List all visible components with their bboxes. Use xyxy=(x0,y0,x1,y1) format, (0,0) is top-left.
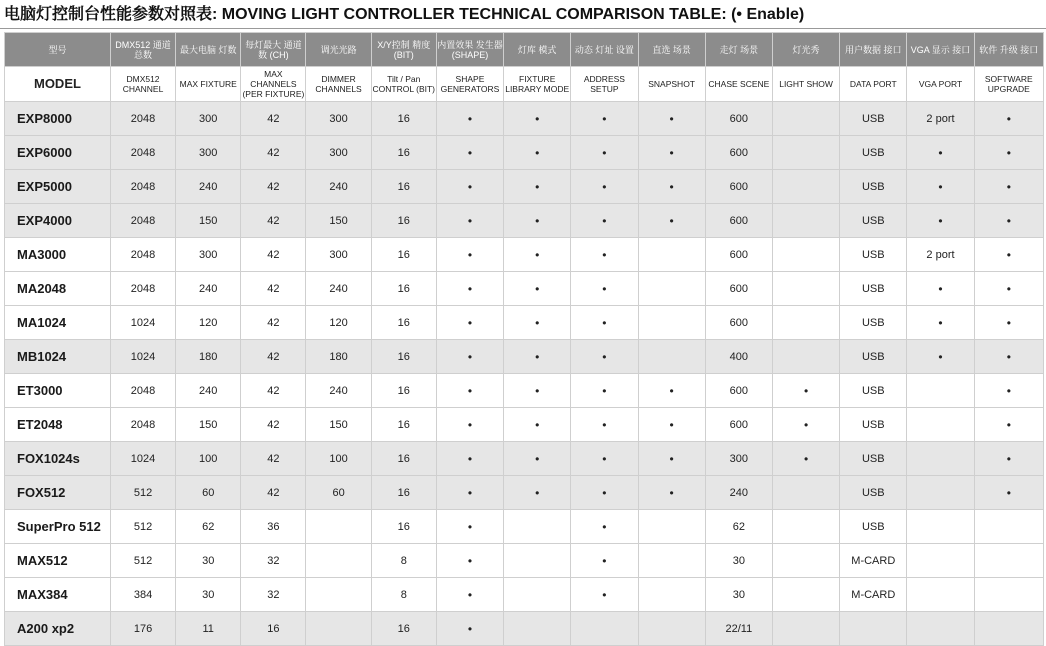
table-cell: 42 xyxy=(241,442,306,476)
table-cell: • xyxy=(436,578,503,612)
table-cell: • xyxy=(571,544,638,578)
table-cell: USB xyxy=(840,170,907,204)
table-cell: 16 xyxy=(371,170,436,204)
table-cell: • xyxy=(571,238,638,272)
table-cell xyxy=(907,476,974,510)
table-cell: 11 xyxy=(176,612,241,646)
table-cell: • xyxy=(571,408,638,442)
table-cell: 240 xyxy=(306,170,371,204)
table-cell: 42 xyxy=(241,136,306,170)
table-cell: • xyxy=(504,204,571,238)
table-cell: • xyxy=(571,204,638,238)
header-en-cell: DIMMER CHANNELS xyxy=(306,67,371,102)
table-cell: 300 xyxy=(176,102,241,136)
table-row xyxy=(5,204,1044,238)
table-cell: • xyxy=(974,306,1043,340)
model-cell: EXP6000 xyxy=(5,136,111,170)
table-cell xyxy=(907,510,974,544)
table-cell: • xyxy=(504,442,571,476)
table-cell: M-CARD xyxy=(840,544,907,578)
table-cell: • xyxy=(638,374,705,408)
table-cell xyxy=(907,612,974,646)
table-cell xyxy=(907,544,974,578)
table-cell: • xyxy=(638,476,705,510)
table-cell: • xyxy=(638,408,705,442)
table-cell: • xyxy=(436,544,503,578)
table-cell: 300 xyxy=(306,136,371,170)
table-row xyxy=(5,306,1044,340)
table-cell: • xyxy=(504,306,571,340)
table-cell xyxy=(772,170,839,204)
header-cn-cell: X/Y控制 精度 (BIT) xyxy=(371,33,436,67)
table-cell xyxy=(772,612,839,646)
table-cell: 22/11 xyxy=(705,612,772,646)
table-cell: 16 xyxy=(371,102,436,136)
table-cell: 2048 xyxy=(110,408,175,442)
table-cell: 16 xyxy=(371,238,436,272)
table-cell: • xyxy=(571,340,638,374)
table-cell: 1024 xyxy=(110,306,175,340)
table-cell: 600 xyxy=(705,306,772,340)
table-cell: • xyxy=(436,204,503,238)
table-cell xyxy=(772,102,839,136)
table-cell xyxy=(840,612,907,646)
table-row xyxy=(5,102,1044,136)
header-cn-cell: 用户数据 接口 xyxy=(840,33,907,67)
table-cell: 240 xyxy=(176,272,241,306)
table-cell xyxy=(772,476,839,510)
table-cell: 100 xyxy=(306,442,371,476)
table-cell: • xyxy=(571,136,638,170)
table-cell: USB xyxy=(840,476,907,510)
table-cell: 16 xyxy=(371,408,436,442)
header-en-cell: DMX512 CHANNEL xyxy=(110,67,175,102)
table-cell: 600 xyxy=(705,136,772,170)
table-cell: 600 xyxy=(705,408,772,442)
table-cell: • xyxy=(436,408,503,442)
table-cell: • xyxy=(504,476,571,510)
table-cell: • xyxy=(436,170,503,204)
table-cell: 512 xyxy=(110,476,175,510)
table-cell: • xyxy=(571,272,638,306)
table-cell: 176 xyxy=(110,612,175,646)
table-cell: 2048 xyxy=(110,136,175,170)
table-cell: USB xyxy=(840,272,907,306)
table-cell: 1024 xyxy=(110,340,175,374)
table-cell: 300 xyxy=(176,136,241,170)
table-cell: • xyxy=(907,204,974,238)
table-cell: • xyxy=(974,136,1043,170)
header-en-cell: SOFTWARE UPGRADE xyxy=(974,67,1043,102)
table-cell xyxy=(504,612,571,646)
table-cell: USB xyxy=(840,374,907,408)
model-cell: ET3000 xyxy=(5,374,111,408)
header-en-cell: ADDRESS SETUP xyxy=(571,67,638,102)
header-cn-cell: 直选 场景 xyxy=(638,33,705,67)
header-en-cell: Tilt / Pan CONTROL (BIT) xyxy=(371,67,436,102)
model-cell: MA3000 xyxy=(5,238,111,272)
comparison-table xyxy=(4,32,1044,646)
model-cell: MAX512 xyxy=(5,544,111,578)
table-cell xyxy=(772,578,839,612)
table-cell: 60 xyxy=(306,476,371,510)
table-cell: 150 xyxy=(306,408,371,442)
table-cell xyxy=(907,578,974,612)
table-cell xyxy=(306,544,371,578)
model-cell: MAX384 xyxy=(5,578,111,612)
header-en-cell: SNAPSHOT xyxy=(638,67,705,102)
header-row-chinese xyxy=(5,33,1044,67)
table-cell: 240 xyxy=(705,476,772,510)
table-cell: 62 xyxy=(705,510,772,544)
header-en-cell: MAX FIXTURE xyxy=(176,67,241,102)
table-cell: • xyxy=(638,204,705,238)
table-cell xyxy=(772,272,839,306)
table-cell xyxy=(772,544,839,578)
table-row xyxy=(5,510,1044,544)
table-cell: M-CARD xyxy=(840,578,907,612)
table-cell xyxy=(907,442,974,476)
table-cell xyxy=(504,544,571,578)
table-cell: • xyxy=(504,340,571,374)
table-cell: 42 xyxy=(241,204,306,238)
table-cell: • xyxy=(504,136,571,170)
table-cell xyxy=(772,340,839,374)
table-row xyxy=(5,408,1044,442)
table-cell xyxy=(638,306,705,340)
header-cn-cell: 灯库 模式 xyxy=(504,33,571,67)
table-cell: 2 port xyxy=(907,102,974,136)
table-cell: • xyxy=(974,272,1043,306)
table-cell: USB xyxy=(840,204,907,238)
table-cell xyxy=(504,578,571,612)
table-row xyxy=(5,374,1044,408)
table-cell: 120 xyxy=(176,306,241,340)
header-cn-cell: DMX512 通道总数 xyxy=(110,33,175,67)
table-cell: 2048 xyxy=(110,102,175,136)
table-cell: 16 xyxy=(371,340,436,374)
table-cell: 600 xyxy=(705,238,772,272)
table-cell: 30 xyxy=(705,544,772,578)
table-cell: 240 xyxy=(176,170,241,204)
table-cell xyxy=(772,510,839,544)
table-cell: 600 xyxy=(705,272,772,306)
table-cell: 2048 xyxy=(110,238,175,272)
table-cell: 240 xyxy=(306,272,371,306)
header-en-cell: MAX CHANNELS (PER FIXTURE) xyxy=(241,67,306,102)
table-cell: 150 xyxy=(176,204,241,238)
table-cell: • xyxy=(974,374,1043,408)
table-cell: 120 xyxy=(306,306,371,340)
header-en-cell: MODEL xyxy=(5,67,111,102)
table-cell: • xyxy=(571,170,638,204)
table-cell: 30 xyxy=(705,578,772,612)
header-en-cell: LIGHT SHOW xyxy=(772,67,839,102)
header-en-cell: SHAPE GENERATORS xyxy=(436,67,503,102)
table-cell: 240 xyxy=(176,374,241,408)
table-cell: • xyxy=(638,136,705,170)
header-en-cell: DATA PORT xyxy=(840,67,907,102)
table-cell: 600 xyxy=(705,204,772,238)
table-cell xyxy=(974,544,1043,578)
model-cell: EXP8000 xyxy=(5,102,111,136)
table-cell xyxy=(638,612,705,646)
table-row xyxy=(5,476,1044,510)
table-cell: 2048 xyxy=(110,374,175,408)
table-cell: USB xyxy=(840,408,907,442)
table-cell xyxy=(974,578,1043,612)
table-cell: • xyxy=(571,510,638,544)
table-cell xyxy=(907,374,974,408)
table-cell: 16 xyxy=(241,612,306,646)
table-cell: • xyxy=(436,476,503,510)
table-cell xyxy=(974,510,1043,544)
table-cell: 42 xyxy=(241,170,306,204)
table-row xyxy=(5,238,1044,272)
table-cell: 180 xyxy=(306,340,371,374)
table-cell: • xyxy=(772,442,839,476)
table-cell: • xyxy=(436,374,503,408)
table-cell: • xyxy=(974,442,1043,476)
model-cell: A200 xp2 xyxy=(5,612,111,646)
table-cell: 16 xyxy=(371,204,436,238)
table-cell xyxy=(638,578,705,612)
table-cell: 384 xyxy=(110,578,175,612)
table-cell: 42 xyxy=(241,340,306,374)
model-cell: EXP5000 xyxy=(5,170,111,204)
table-cell: • xyxy=(974,170,1043,204)
table-cell: • xyxy=(504,408,571,442)
model-cell: MA2048 xyxy=(5,272,111,306)
table-cell: 42 xyxy=(241,306,306,340)
table-cell xyxy=(638,544,705,578)
table-cell: 2048 xyxy=(110,272,175,306)
table-cell: 42 xyxy=(241,374,306,408)
table-cell xyxy=(638,238,705,272)
table-cell: • xyxy=(504,272,571,306)
header-cn-cell: 动态 灯址 设置 xyxy=(571,33,638,67)
table-cell: • xyxy=(436,136,503,170)
header-cn-cell: 最大电脑 灯数 xyxy=(176,33,241,67)
header-cn-cell: 软件 升级 接口 xyxy=(974,33,1043,67)
table-cell: • xyxy=(907,340,974,374)
table-cell: 16 xyxy=(371,476,436,510)
table-cell: • xyxy=(504,374,571,408)
table-cell: • xyxy=(638,442,705,476)
table-cell: • xyxy=(436,238,503,272)
table-cell: • xyxy=(571,102,638,136)
table-row xyxy=(5,272,1044,306)
table-cell: 300 xyxy=(705,442,772,476)
title-divider xyxy=(0,28,1046,29)
table-cell: • xyxy=(772,408,839,442)
table-cell: • xyxy=(571,578,638,612)
table-cell: • xyxy=(974,238,1043,272)
model-cell: ET2048 xyxy=(5,408,111,442)
table-cell xyxy=(571,612,638,646)
table-cell: • xyxy=(907,306,974,340)
table-cell: 30 xyxy=(176,578,241,612)
table-row xyxy=(5,340,1044,374)
table-cell: • xyxy=(974,340,1043,374)
table-cell: • xyxy=(504,238,571,272)
table-cell: • xyxy=(504,102,571,136)
table-cell xyxy=(638,340,705,374)
table-cell: 8 xyxy=(371,544,436,578)
header-cn-cell: 走灯 场景 xyxy=(705,33,772,67)
table-cell xyxy=(306,510,371,544)
header-en-cell: VGA PORT xyxy=(907,67,974,102)
table-cell: • xyxy=(436,272,503,306)
table-cell: • xyxy=(436,442,503,476)
header-cn-cell: 灯光秀 xyxy=(772,33,839,67)
table-cell: USB xyxy=(840,510,907,544)
table-cell: • xyxy=(638,102,705,136)
table-cell: • xyxy=(907,170,974,204)
header-cn-cell: 型号 xyxy=(5,33,111,67)
table-cell: 32 xyxy=(241,544,306,578)
table-cell: USB xyxy=(840,102,907,136)
table-cell: • xyxy=(974,204,1043,238)
table-cell: 16 xyxy=(371,306,436,340)
table-cell: • xyxy=(974,102,1043,136)
table-cell: 600 xyxy=(705,374,772,408)
table-cell: • xyxy=(974,476,1043,510)
table-row xyxy=(5,442,1044,476)
table-cell: 600 xyxy=(705,170,772,204)
table-cell: 2048 xyxy=(110,170,175,204)
table-cell: USB xyxy=(840,238,907,272)
table-cell: • xyxy=(772,374,839,408)
table-cell: 300 xyxy=(306,102,371,136)
table-cell xyxy=(638,510,705,544)
table-cell: • xyxy=(571,442,638,476)
table-cell: 30 xyxy=(176,544,241,578)
model-cell: MA1024 xyxy=(5,306,111,340)
model-cell: FOX1024s xyxy=(5,442,111,476)
table-cell xyxy=(974,612,1043,646)
model-cell: MB1024 xyxy=(5,340,111,374)
table-row xyxy=(5,136,1044,170)
header-cn-cell: VGA 显示 接口 xyxy=(907,33,974,67)
table-cell: 16 xyxy=(371,272,436,306)
table-cell: 16 xyxy=(371,510,436,544)
table-cell: • xyxy=(504,170,571,204)
header-cn-cell: 内置效果 发生器 (SHAPE) xyxy=(436,33,503,67)
table-cell: 150 xyxy=(176,408,241,442)
table-cell: 16 xyxy=(371,136,436,170)
table-cell: 32 xyxy=(241,578,306,612)
table-cell: 300 xyxy=(176,238,241,272)
table-cell: 8 xyxy=(371,578,436,612)
table-cell: 36 xyxy=(241,510,306,544)
header-cn-cell: 每灯最大 通道数 (CH) xyxy=(241,33,306,67)
table-cell: 60 xyxy=(176,476,241,510)
table-cell: USB xyxy=(840,306,907,340)
table-cell: 42 xyxy=(241,476,306,510)
table-cell: 2048 xyxy=(110,204,175,238)
table-cell xyxy=(772,204,839,238)
table-cell: 42 xyxy=(241,408,306,442)
table-row xyxy=(5,170,1044,204)
table-cell: USB xyxy=(840,340,907,374)
model-cell: SuperPro 512 xyxy=(5,510,111,544)
table-cell: 100 xyxy=(176,442,241,476)
table-cell xyxy=(772,238,839,272)
table-cell: • xyxy=(436,340,503,374)
table-cell xyxy=(772,136,839,170)
table-cell: 16 xyxy=(371,374,436,408)
table-cell: • xyxy=(974,408,1043,442)
table-cell: • xyxy=(436,510,503,544)
table-cell: 512 xyxy=(110,510,175,544)
table-cell: 180 xyxy=(176,340,241,374)
model-cell: EXP4000 xyxy=(5,204,111,238)
header-cn-cell: 调光光路 xyxy=(306,33,371,67)
table-cell: • xyxy=(638,170,705,204)
table-cell: 42 xyxy=(241,102,306,136)
table-cell: • xyxy=(571,374,638,408)
table-cell: 2 port xyxy=(907,238,974,272)
table-row xyxy=(5,578,1044,612)
table-cell: USB xyxy=(840,136,907,170)
table-cell: USB xyxy=(840,442,907,476)
table-cell: 600 xyxy=(705,102,772,136)
table-cell xyxy=(907,408,974,442)
table-cell: • xyxy=(436,102,503,136)
table-cell: 42 xyxy=(241,238,306,272)
table-cell xyxy=(772,306,839,340)
table-row xyxy=(5,612,1044,646)
model-cell: FOX512 xyxy=(5,476,111,510)
header-en-cell: CHASE SCENE xyxy=(705,67,772,102)
table-cell xyxy=(504,510,571,544)
table-cell: 16 xyxy=(371,442,436,476)
table-cell: • xyxy=(907,136,974,170)
table-cell: 150 xyxy=(306,204,371,238)
table-cell: • xyxy=(907,272,974,306)
table-cell: 1024 xyxy=(110,442,175,476)
table-cell: 16 xyxy=(371,612,436,646)
table-cell: 62 xyxy=(176,510,241,544)
table-cell: 512 xyxy=(110,544,175,578)
table-cell: • xyxy=(436,612,503,646)
table-body xyxy=(5,102,1044,646)
table-cell: 300 xyxy=(306,238,371,272)
table-cell xyxy=(638,272,705,306)
table-cell: 400 xyxy=(705,340,772,374)
table-cell: • xyxy=(571,306,638,340)
table-cell: 240 xyxy=(306,374,371,408)
table-cell: • xyxy=(436,306,503,340)
header-row-english xyxy=(5,67,1044,102)
table-row xyxy=(5,544,1044,578)
table-cell xyxy=(306,578,371,612)
table-cell xyxy=(306,612,371,646)
header-en-cell: FIXTURE LIBRARY MODE xyxy=(504,67,571,102)
table-cell: 42 xyxy=(241,272,306,306)
page-title: 电脑灯控制台性能参数对照表: MOVING LIGHT CONTROLLER TECHNICAL COMPARISON TABLE: (• Enable) xyxy=(4,6,805,23)
table-cell: • xyxy=(571,476,638,510)
